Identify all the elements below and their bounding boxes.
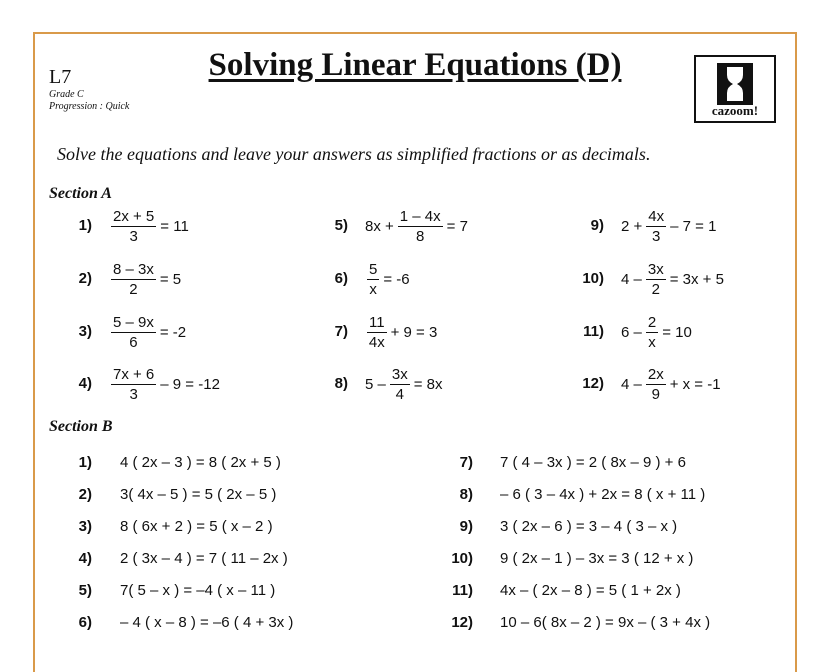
fraction [646,208,666,245]
equation [364,365,443,403]
fraction [646,261,666,298]
fraction-numerator: 2x [647,365,664,383]
question-number: 5) [78,582,92,599]
instructions: Solve the equations and leave your answers as simplified fractions or as decimals. [57,144,651,164]
section-b-heading: Section B [49,418,113,435]
question-number: 6) [78,614,92,631]
equation-prefix: 6 – [621,323,642,341]
equation-suffix: + x = -1 [669,375,721,393]
equation: 8 ( 6x + 2 ) = 5 ( x – 2 ) [120,518,273,535]
fraction [111,366,156,403]
equation: 4 ( 2x – 3 ) = 8 ( 2x + 5 ) [120,454,281,471]
equation: 10 – 6( 8x – 2 ) = 9x – ( 3 + 4x ) [500,614,711,631]
fraction-numerator: 11 [369,313,385,331]
equation-prefix: 4 – [621,270,642,288]
question-number: 11) [583,323,604,340]
equation-suffix: = 3x + 5 [669,270,724,288]
equation-suffix: = 11 [160,217,189,235]
fraction-denominator: 2 [651,280,660,298]
cazoom-logo [694,55,776,123]
equation: – 6 ( 3 – 4x ) + 2x = 8 ( x + 11 ) [500,486,706,503]
equation: 9 ( 2x – 1 ) – 3x = 3 ( 12 + x ) [500,550,694,567]
question-number: 2) [78,486,92,503]
fraction [398,208,443,245]
equation-suffix: + 9 = 3 [390,323,438,341]
question-number: 7) [334,323,348,340]
grade-label: Grade C [49,89,84,100]
page-title: Solving Linear Equations (D) [208,47,622,83]
question-number: 7) [459,454,473,471]
question-number: 3) [78,518,92,535]
fraction-numerator: 8 – 3x [113,260,154,278]
equation [108,365,221,403]
worksheet-code: L7 [49,66,72,88]
fraction-denominator: 8 [416,227,425,245]
equation [108,313,187,351]
equation [620,260,725,298]
fraction-numerator: 4x [648,207,665,225]
worksheet-border [33,32,797,672]
equation-prefix: 4 – [621,375,642,393]
equation [620,365,722,403]
equation [364,313,438,351]
question-number: 9) [590,217,604,234]
fraction-denominator: 4 [395,385,404,403]
hourglass-icon [717,63,753,105]
question-number: 4) [78,375,92,392]
fraction [646,314,658,351]
question-number: 8) [459,486,473,503]
fraction-numerator: 2 [647,313,657,331]
fraction-numerator: 5 [369,260,378,278]
fraction-numerator: 7x + 6 [113,365,155,383]
equation-prefix: 2 + [621,217,643,235]
equation: 3 ( 2x – 6 ) = 3 – 4 ( 3 – x ) [500,518,678,535]
equation-suffix: – 7 = 1 [670,217,717,235]
question-number: 9) [459,518,473,535]
fraction-denominator: 6 [129,333,138,351]
fraction-numerator: 3x [647,260,664,278]
fraction-denominator: 3 [129,227,138,245]
fraction-numerator: 3x [391,365,408,383]
fraction [111,314,156,351]
question-number: 1) [78,454,92,471]
equation [108,260,182,298]
fraction-denominator: 9 [651,385,660,403]
fraction [367,314,387,351]
equation-prefix: 8x + [365,217,394,235]
equation [364,260,411,298]
section-a-heading: Section A [49,185,112,202]
equation [620,313,693,351]
logo-text: cazoom! [711,103,759,118]
question-number: 2) [78,270,92,287]
fraction-denominator: 3 [652,227,661,245]
fraction-numerator: 5 – 9x [113,313,154,331]
equation-suffix: = -2 [159,323,187,341]
fraction-denominator: 2 [129,280,138,298]
fraction-denominator: x [648,333,656,351]
question-number: 10) [451,550,473,567]
fraction [367,261,379,298]
equation [364,207,469,245]
equation-suffix: – 9 = -12 [160,375,220,393]
equation [620,207,717,245]
equation-suffix: = 5 [159,270,182,288]
equation-suffix: = 10 [662,323,692,341]
question-number: 10) [582,270,604,287]
question-number: 12) [451,614,473,631]
question-number: 12) [582,375,604,392]
fraction-denominator: x [369,280,377,298]
fraction [111,208,156,245]
equation: 3( 4x – 5 ) = 5 ( 2x – 5 ) [120,486,277,503]
equation-suffix: = 7 [446,217,468,235]
equation-prefix: 5 – [365,375,386,393]
question-number: 3) [78,323,92,340]
fraction-numerator: 2x + 5 [113,207,155,225]
question-number: 11) [452,582,473,599]
equation: 4x – ( 2x – 8 ) = 5 ( 1 + 2x ) [500,582,681,599]
equation-suffix: = 8x [413,375,443,393]
equation: 2 ( 3x – 4 ) = 7 ( 11 – 2x ) [120,550,288,567]
equation: 7 ( 4 – 3x ) = 2 ( 8x – 9 ) + 6 [500,454,686,471]
equation [108,207,190,245]
fraction [111,261,156,298]
equation-suffix: = -6 [383,270,410,288]
question-number: 8) [334,375,348,392]
fraction-denominator: 3 [129,385,138,403]
progression-label: Progression : Quick [49,101,130,112]
question-number: 4) [78,550,92,567]
fraction [390,366,410,403]
question-number: 6) [334,270,348,287]
equation: – 4 ( x – 8 ) = –6 ( 4 + 3x ) [120,614,294,631]
fraction [646,366,666,403]
question-number: 5) [334,217,348,234]
question-number: 1) [78,217,92,234]
fraction-denominator: 4x [368,333,385,351]
equation: 7( 5 – x ) = –4 ( x – 11 ) [120,582,276,599]
fraction-numerator: 1 – 4x [399,207,441,225]
